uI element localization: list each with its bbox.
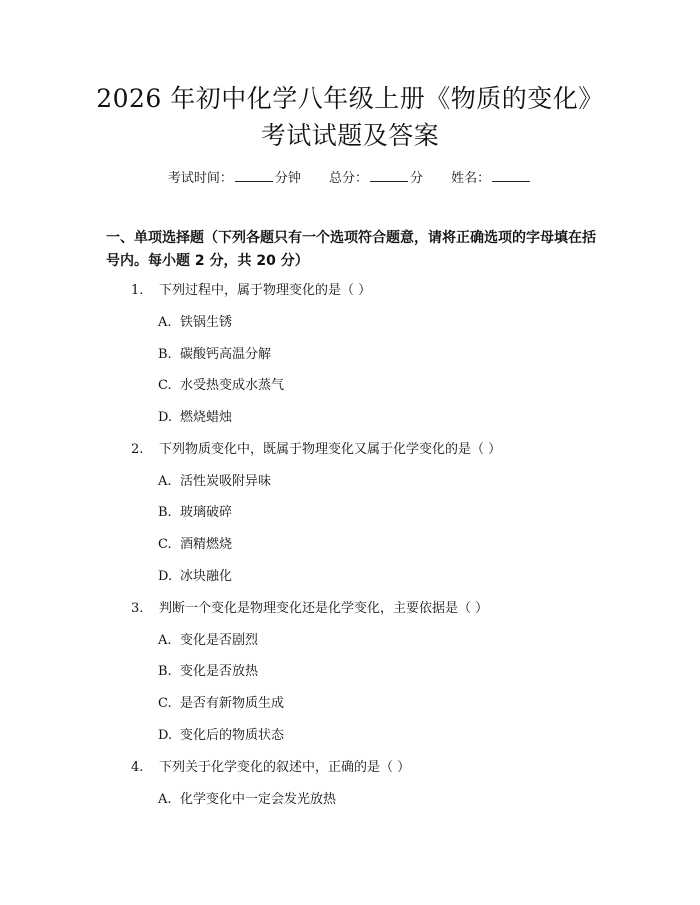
question-2-option-a <box>158 472 578 492</box>
total-score-blank <box>370 168 408 182</box>
page-title-line-1: 2026 年初中化学八年级上册《物质的变化》 <box>96 84 604 113</box>
question-2-option-d <box>158 567 578 587</box>
question-3-option-a <box>158 631 578 651</box>
option-text: 变化后的物质状态 <box>180 728 285 743</box>
question-3 <box>131 599 591 619</box>
option-letter: B. <box>158 505 172 520</box>
exam-time-blank <box>235 168 273 182</box>
question-number: 4. <box>131 760 144 775</box>
question-text: 下列过程中，属于物理变化的是（ ） <box>159 283 372 298</box>
name-blank <box>492 168 530 182</box>
question-4 <box>131 758 591 778</box>
page-title-line-2: 考试试题及答案 <box>260 121 440 150</box>
question-1-option-d <box>158 408 578 428</box>
exam-time-unit: 分钟 <box>274 171 301 186</box>
question-text: 下列物质变化中，既属于物理变化又属于化学变化的是（ ） <box>159 442 502 457</box>
question-3-option-b <box>158 662 578 682</box>
exam-time-label: 考试时间： <box>167 171 233 186</box>
option-letter: B. <box>158 347 172 362</box>
total-score-label: 总分： <box>328 171 368 186</box>
option-letter: B. <box>158 664 172 679</box>
option-text: 变化是否剧烈 <box>180 633 259 648</box>
question-2-option-b <box>158 503 578 523</box>
option-text: 碳酸钙高温分解 <box>180 347 272 362</box>
question-3-option-c <box>158 694 578 714</box>
question-1 <box>131 281 591 301</box>
option-letter: D. <box>158 569 173 584</box>
name-field <box>451 168 532 189</box>
question-number: 2. <box>131 442 144 457</box>
question-1-option-a <box>158 313 578 333</box>
name-label: 姓名： <box>451 171 491 186</box>
option-letter: A. <box>158 792 172 807</box>
option-letter: C. <box>158 537 172 552</box>
question-text: 判断一个变化是物理变化还是化学变化，主要依据是（ ） <box>159 601 489 616</box>
option-text: 玻璃破碎 <box>180 505 233 520</box>
option-letter: C. <box>158 696 172 711</box>
option-text: 水受热变成水蒸气 <box>180 378 285 393</box>
option-letter: A. <box>158 633 172 648</box>
option-text: 酒精燃烧 <box>180 537 233 552</box>
total-score-field <box>329 168 423 189</box>
option-text: 是否有新物质生成 <box>180 696 285 711</box>
exam-info-row <box>0 168 700 189</box>
option-text: 燃烧蜡烛 <box>180 410 233 425</box>
option-text: 化学变化中一定会发光放热 <box>180 792 337 807</box>
option-letter: A. <box>158 474 172 489</box>
question-3-option-d <box>158 726 578 746</box>
question-number: 1. <box>131 283 144 298</box>
total-score-unit: 分 <box>410 171 424 186</box>
question-number: 3. <box>131 601 144 616</box>
question-text: 下列关于化学变化的叙述中，正确的是（ ） <box>159 760 411 775</box>
option-letter: A. <box>158 315 172 330</box>
option-text: 变化是否放热 <box>180 664 259 679</box>
option-letter: C. <box>158 378 172 393</box>
exam-time-field <box>168 168 301 189</box>
question-2 <box>131 440 591 460</box>
option-text: 铁锅生锈 <box>180 315 233 330</box>
question-1-option-b <box>158 345 578 365</box>
option-letter: D. <box>158 410 173 425</box>
section-1-heading: 一、单项选择题（下列各题只有一个选项符合题意，请将正确选项的字母填在括号内。每小题 2 分，共 20 分） <box>106 230 596 269</box>
question-1-option-c <box>158 376 578 396</box>
question-4-option-a <box>158 790 578 810</box>
question-2-option-c <box>158 535 578 555</box>
option-text: 活性炭吸附异味 <box>180 474 272 489</box>
option-letter: D. <box>158 728 173 743</box>
option-text: 冰块融化 <box>180 569 233 584</box>
